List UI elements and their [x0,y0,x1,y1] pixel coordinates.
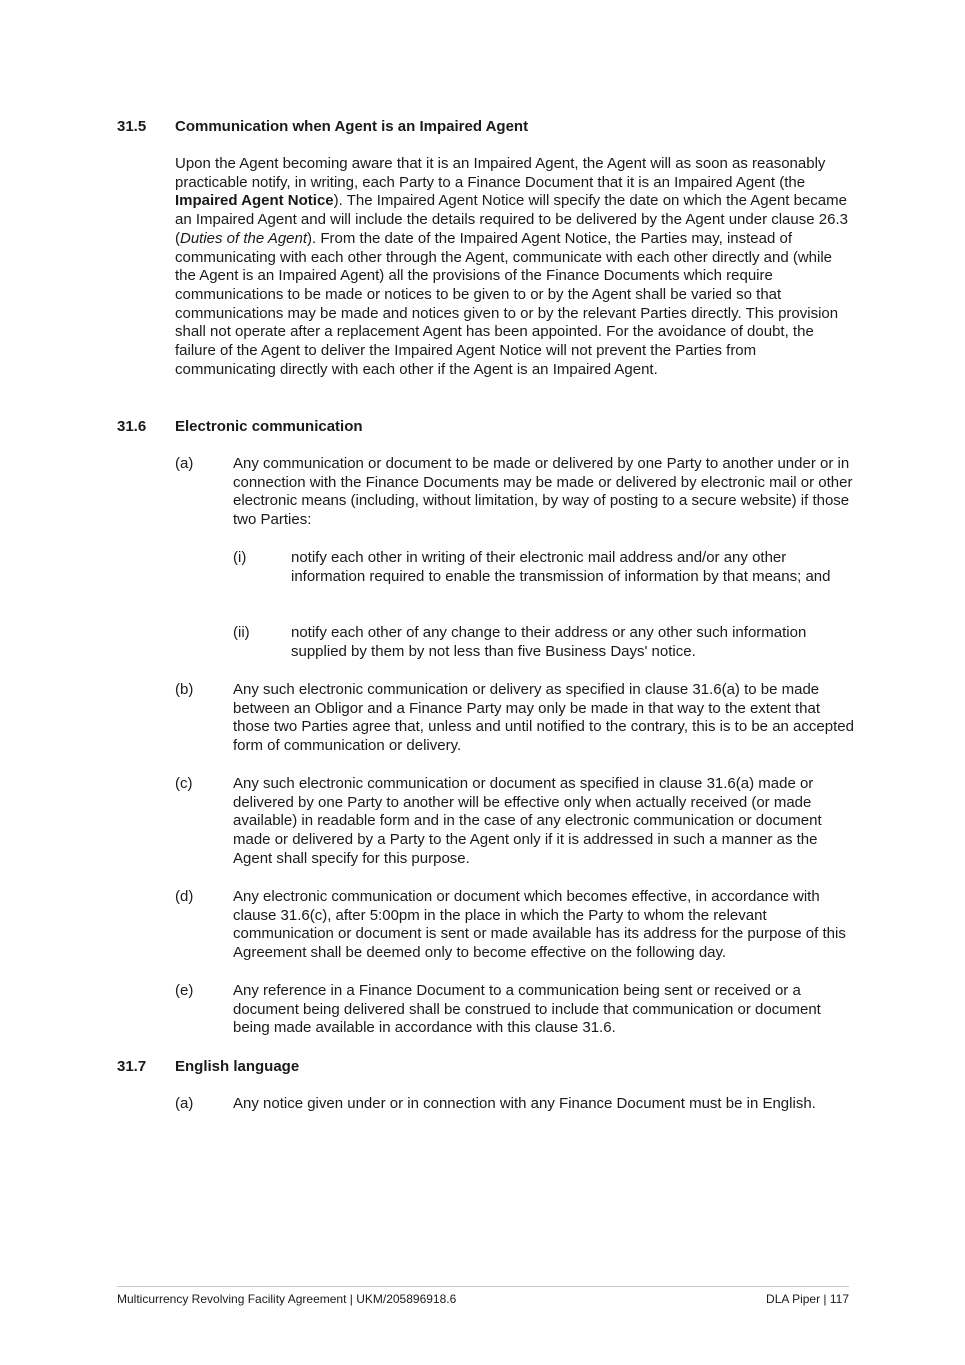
footer-divider [117,1286,849,1287]
clause-label: (d) [175,888,194,905]
clause-label: (e) [175,982,194,999]
paragraph-text: ). The Impaired Agent Notice will specify the date on which the Agent became an Impaired Agent and will include the details required to be delivered by the Agent under clause 26.3 ( [175,192,848,247]
clause-label: (ii) [233,624,250,641]
section-heading-31-6 [117,417,363,436]
clause-text: Any electronic communication or document which becomes effective, in accordance with clause 31.6(c), after 5:00pm in the place in which the Party to whom the relevant communication or document is sent or made available has its address for the purpose of this Agreement shall be deemed only to become effective on the following day. [233,888,846,962]
section-heading-31-7 [117,1057,299,1076]
section-title: Communication when Agent is an Impaired Agent [175,118,529,135]
section-title: Electronic communication [175,418,363,435]
clause-text: Any notice given under or in connection with any Finance Document must be in English. [233,1095,816,1112]
clause-text: notify each other of any change to their address or any other such information supplied by them by not less than five Business Days' notice. [291,624,807,660]
clause-label: (i) [233,549,247,566]
paragraph-text: Upon the Agent becoming aware that it is an Impaired Agent, the Agent will as soon as reasonably practicable notify, in writing, each Party to a Finance Document that it is an Impaired Agent (the [175,155,826,191]
clause-label: (a) [175,455,194,472]
paragraph-text: ). From the date of the Impaired Agent Notice, the Parties may, instead of communicating with each other through the Agent, communicate with each other directly and (while the Agent is an Impaired Agent) all the provisions of the Finance Documents which require communications to be made or notices to be given to or by the Agent shall be varied so that communications may be made and notices given to or by the relevant Parties directly. This provision shall not operate after a replacement Agent has been appointed. For the avoidance of doubt, the failure of the Agent to deliver the Impaired Agent Notice will not prevent the Parties from communicating directly with each other if the Agent is an Impaired Agent. [175,229,839,378]
section-number: 31.7 [117,1058,147,1075]
clause-label: (b) [175,681,194,698]
footer-page-number: DLA Piper | 117 [766,1292,849,1306]
clause-text: Any communication or document to be made or delivered by one Party to another under or in connection with the Finance Documents may be made or delivered by electronic mail or other electronic means (including, without limitation, by way of posting to a secure website) if those two Parties: [233,455,853,529]
section-number: 31.6 [117,418,147,435]
clause-text: Any such electronic communication or document as specified in clause 31.6(a) made or delivered by one Party to another will be effective only when actually received (or made available) in readable form and in the case of any electronic communication or document made or delivered by a Party to the Agent only if it is addressed in such a manner as the Agent shall specify for this purpose. [233,775,822,867]
section-title: English language [175,1058,300,1075]
footer-document-reference: Multicurrency Revolving Facility Agreement | UKM/205896918.6 [117,1292,457,1306]
clause-text: Any such electronic communication or delivery as specified in clause 31.6(a) to be made between an Obligor and a Finance Party may only be made in that way to the extent that those two Parties agree that, unless and until notified to the contrary, this is to be an accepted form of communication or delivery. [233,681,854,755]
clause-label: (a) [175,1095,194,1112]
defined-term: Impaired Agent Notice [175,192,334,210]
clause-reference: Duties of the Agent [180,229,308,247]
section-number: 31.5 [117,118,147,135]
clause-text: notify each other in writing of their electronic mail address and/or any other information required to enable the transmission of information by that means; and [291,549,831,585]
clause-text: Any reference in a Finance Document to a communication being sent or received or a document being delivered shall be construed to include that communication or document being made available in accordance with this clause 31.6. [233,982,821,1037]
section-heading-31-5 [117,117,528,136]
section-31-5-paragraph [175,155,855,379]
clause-label: (c) [175,775,193,792]
